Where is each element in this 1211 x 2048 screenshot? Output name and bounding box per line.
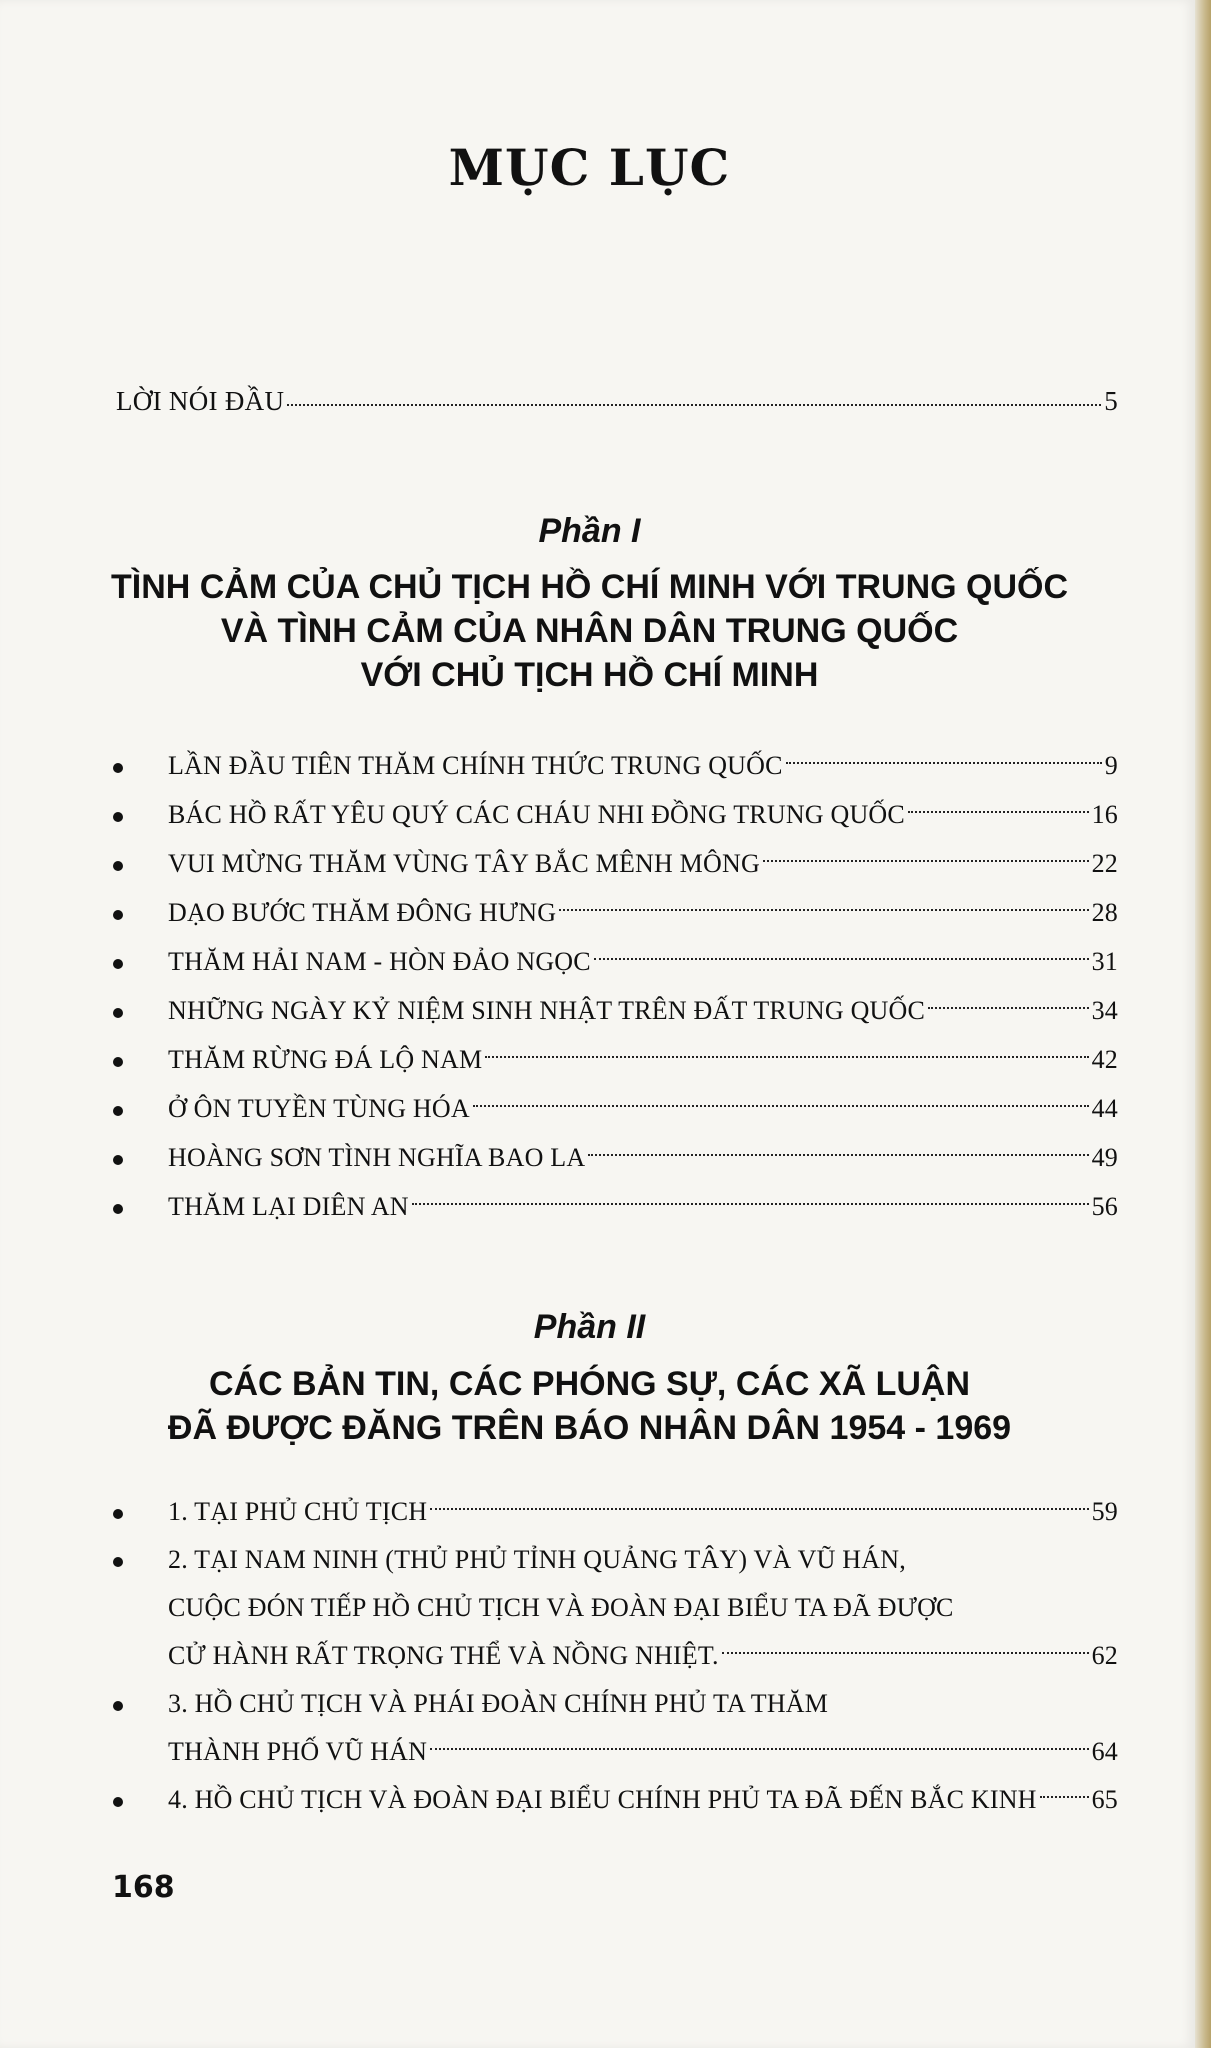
part2-title	[0, 1362, 1179, 1450]
toc-entry-page: 44	[1091, 1094, 1118, 1123]
toc-entry	[168, 938, 1118, 986]
dot-leader	[786, 762, 1102, 764]
toc-preface-row	[116, 386, 1118, 417]
toc-entry	[168, 1776, 1118, 1824]
toc-entry-page: 62	[1091, 1641, 1118, 1670]
dot-leader	[763, 860, 1089, 862]
bullet-icon	[113, 959, 123, 969]
toc-entry-page: 22	[1091, 849, 1118, 878]
toc-entry-title: THĂM HẢI NAM - HÒN ĐẢO NGỌC	[168, 947, 591, 976]
dot-leader	[485, 1056, 1088, 1058]
part1-title-line: VỚI CHỦ TỊCH HỒ CHÍ MINH	[360, 656, 819, 694]
dot-leader	[722, 1652, 1089, 1654]
toc-entry	[168, 1183, 1118, 1231]
bullet-icon	[113, 1204, 123, 1214]
toc-entry-title: CUỘC ĐÓN TIẾP HỒ CHỦ TỊCH VÀ ĐOÀN ĐẠI BIỂU TA ĐÃ ĐƯỢC	[168, 1593, 954, 1622]
toc-entry-page: 16	[1091, 800, 1118, 829]
part1-heading: Phần I	[538, 512, 641, 550]
dot-leader	[1040, 1796, 1089, 1798]
bullet-icon	[113, 812, 123, 822]
toc-entry-title: HOÀNG SƠN TÌNH NGHĨA BAO LA	[168, 1143, 586, 1172]
toc-entry-title: LẦN ĐẦU TIÊN THĂM CHÍNH THỨC TRUNG QUỐC	[168, 751, 783, 780]
dot-leader	[588, 1154, 1088, 1156]
bullet-icon	[113, 1557, 123, 1567]
toc-entry-title: THĂM RỪNG ĐÁ LỘ NAM	[168, 1045, 483, 1074]
part1-title-line: TÌNH CẢM CỦA CHỦ TỊCH HỒ CHÍ MINH VỚI TRUNG QUỐC	[110, 568, 1069, 606]
book-spine-edge	[1195, 0, 1211, 2048]
toc-preface-label: LỜI NÓI ĐẦU	[116, 386, 285, 416]
toc-entry-title: THĂM LẠI DIÊN AN	[168, 1192, 409, 1221]
part1-title-line: VÀ TÌNH CẢM CỦA NHÂN DÂN TRUNG QUỐC	[220, 612, 959, 650]
toc-entry-title: BÁC HỒ RẤT YÊU QUÝ CÁC CHÁU NHI ĐỒNG TRUNG QUỐC	[168, 800, 905, 829]
toc-entry-title: 4. HỒ CHỦ TỊCH VÀ ĐOÀN ĐẠI BIỂU CHÍNH PHỦ TA ĐÃ ĐẾN BẮC KINH	[168, 1785, 1037, 1814]
dot-leader	[473, 1105, 1089, 1107]
bullet-icon	[113, 1797, 123, 1807]
part2-heading: Phần II	[533, 1308, 646, 1346]
bullet-icon	[113, 1155, 123, 1165]
toc-entry	[168, 1134, 1118, 1182]
bullet-icon	[113, 1008, 123, 1018]
toc-entry	[168, 889, 1118, 937]
toc-entry-page: 28	[1091, 898, 1118, 927]
toc-entry	[168, 1036, 1118, 1084]
bullet-icon	[113, 1106, 123, 1116]
toc-entry-title: CỬ HÀNH RẤT TRỌNG THỂ VÀ NỒNG NHIỆT.	[168, 1641, 719, 1670]
toc-entry-title: Ở ÔN TUYỀN TÙNG HÓA	[168, 1094, 470, 1123]
part2-title-line: CÁC BẢN TIN, CÁC PHÓNG SỰ, CÁC XÃ LUẬN	[208, 1365, 971, 1403]
toc-entry-page: 59	[1091, 1497, 1118, 1526]
toc-entry-page: 31	[1091, 947, 1118, 976]
dot-leader	[287, 403, 1101, 406]
page-title: MỤC LỤC	[448, 138, 731, 197]
dot-leader	[908, 811, 1089, 813]
page-number: 168	[112, 1870, 175, 1905]
toc-entry-title: 3. HỒ CHỦ TỊCH VÀ PHÁI ĐOÀN CHÍNH PHỦ TA THĂM	[168, 1689, 829, 1718]
toc-entry-page: 49	[1091, 1143, 1118, 1172]
toc-entry	[168, 987, 1118, 1035]
toc-entry-page: 42	[1091, 1045, 1118, 1074]
toc-preface-page: 5	[1104, 386, 1118, 416]
dot-leader	[430, 1748, 1088, 1750]
toc-entry	[168, 1488, 1118, 1536]
toc-entry-title: THÀNH PHỐ VŨ HÁN	[168, 1737, 428, 1766]
toc-entry-title: DẠO BƯỚC THĂM ĐÔNG HƯNG	[168, 898, 557, 927]
dot-leader	[430, 1508, 1088, 1510]
dot-leader	[594, 958, 1089, 960]
toc-entry-page: 65	[1091, 1785, 1118, 1814]
bullet-icon	[113, 1057, 123, 1067]
bullet-icon	[113, 861, 123, 871]
bullet-icon	[113, 1509, 123, 1519]
part2-title-line: ĐÃ ĐƯỢC ĐĂNG TRÊN BÁO NHÂN DÂN 1954 - 1969	[167, 1409, 1012, 1447]
part1-title	[0, 565, 1179, 697]
bullet-icon	[113, 910, 123, 920]
bullet-icon	[113, 1701, 123, 1711]
toc-entry-page: 9	[1104, 751, 1118, 780]
dot-leader	[559, 909, 1088, 911]
toc-entry-page: 34	[1091, 996, 1118, 1025]
toc-entry-title: NHỮNG NGÀY KỶ NIỆM SINH NHẬT TRÊN ĐẤT TRUNG QUỐC	[168, 996, 926, 1025]
toc-entry	[168, 840, 1118, 888]
bullet-icon	[113, 763, 123, 773]
toc-entry-title: 1. TẠI PHỦ CHỦ TỊCH	[168, 1497, 428, 1526]
toc-entry-page: 56	[1091, 1192, 1118, 1221]
dot-leader	[928, 1007, 1089, 1009]
toc-entry	[168, 1680, 1118, 1776]
toc-entry-page: 64	[1091, 1737, 1118, 1766]
toc-entry	[168, 791, 1118, 839]
dot-leader	[412, 1203, 1089, 1205]
toc-entry	[168, 1536, 1118, 1680]
toc-entry	[168, 1085, 1118, 1133]
toc-entry-title: VUI MỪNG THĂM VÙNG TÂY BẮC MÊNH MÔNG	[168, 849, 760, 878]
toc-entry-title: 2. TẠI NAM NINH (THỦ PHỦ TỈNH QUẢNG TÂY) VÀ VŨ HÁN,	[168, 1545, 906, 1574]
toc-entry	[168, 742, 1118, 790]
